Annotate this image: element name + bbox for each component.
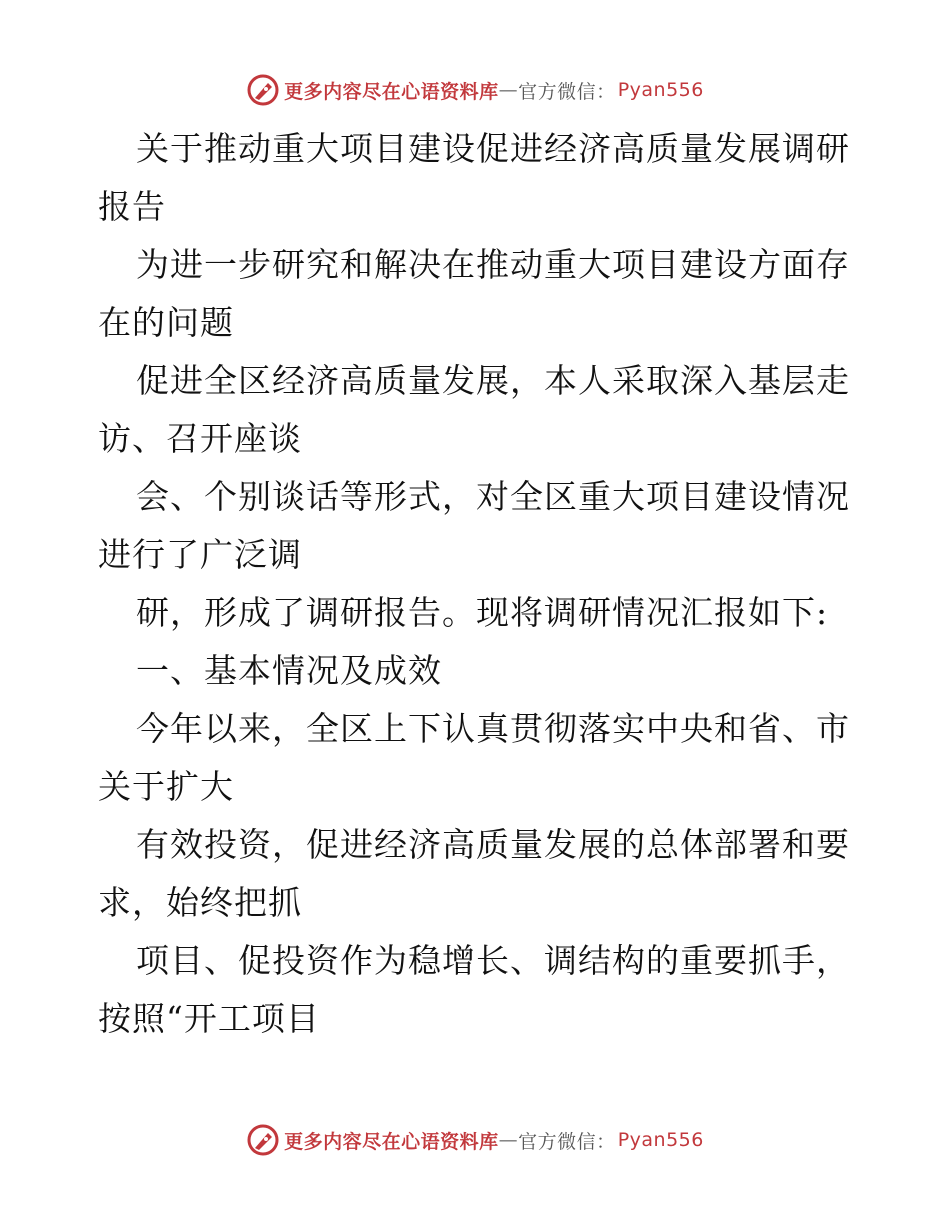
text-line: 项目、促投资作为稳增长、调结构的重要抓手， <box>136 941 850 980</box>
header-watermark-banner <box>0 70 950 110</box>
banner-wechat-id: Pyan556 <box>617 1129 704 1151</box>
banner-main-text: 更多内容尽在心语资料库 <box>284 80 499 103</box>
banner-main-text: 更多内容尽在心语资料库 <box>284 1130 499 1153</box>
banner-wechat-label: 官方微信： <box>518 80 616 103</box>
text-line: 进行了广泛调 <box>98 535 302 574</box>
section-heading: 一、基本情况及成效 <box>136 651 442 690</box>
document-body <box>98 120 858 1048</box>
text-line: 促进全区经济高质量发展，本人采取深入基层走 <box>136 361 850 400</box>
banner-text <box>284 77 704 104</box>
pen-nib-logo-icon <box>246 73 280 107</box>
text-line: 关于扩大 <box>98 767 234 806</box>
text-line: 求，始终把抓 <box>98 883 302 922</box>
text-line: 有效投资，促进经济高质量发展的总体部署和要 <box>136 825 850 864</box>
footer-watermark-banner <box>0 1120 950 1160</box>
text-line: 按照“开工项目 <box>98 999 320 1038</box>
text-line: 研，形成了调研报告。现将调研情况汇报如下: <box>136 593 829 632</box>
banner-wechat-id: Pyan556 <box>617 79 704 101</box>
text-line: 今年以来，全区上下认真贯彻落实中央和省、市 <box>136 709 850 748</box>
banner-text <box>284 1127 704 1154</box>
text-line: 为进一步研究和解决在推动重大项目建设方面存 <box>136 245 850 284</box>
banner-separator: — <box>498 79 519 101</box>
text-line: 访、召开座谈 <box>98 419 302 458</box>
banner-separator: — <box>498 1129 519 1151</box>
text-line: 关于推动重大项目建设促进经济高质量发展调研 <box>136 129 850 168</box>
text-line: 报告 <box>98 187 166 226</box>
text-line: 在的问题 <box>98 303 234 342</box>
pen-nib-logo-icon <box>246 1123 280 1157</box>
banner-wechat-label: 官方微信： <box>518 1130 616 1153</box>
text-line: 会、个别谈话等形式，对全区重大项目建设情况 <box>136 477 850 516</box>
